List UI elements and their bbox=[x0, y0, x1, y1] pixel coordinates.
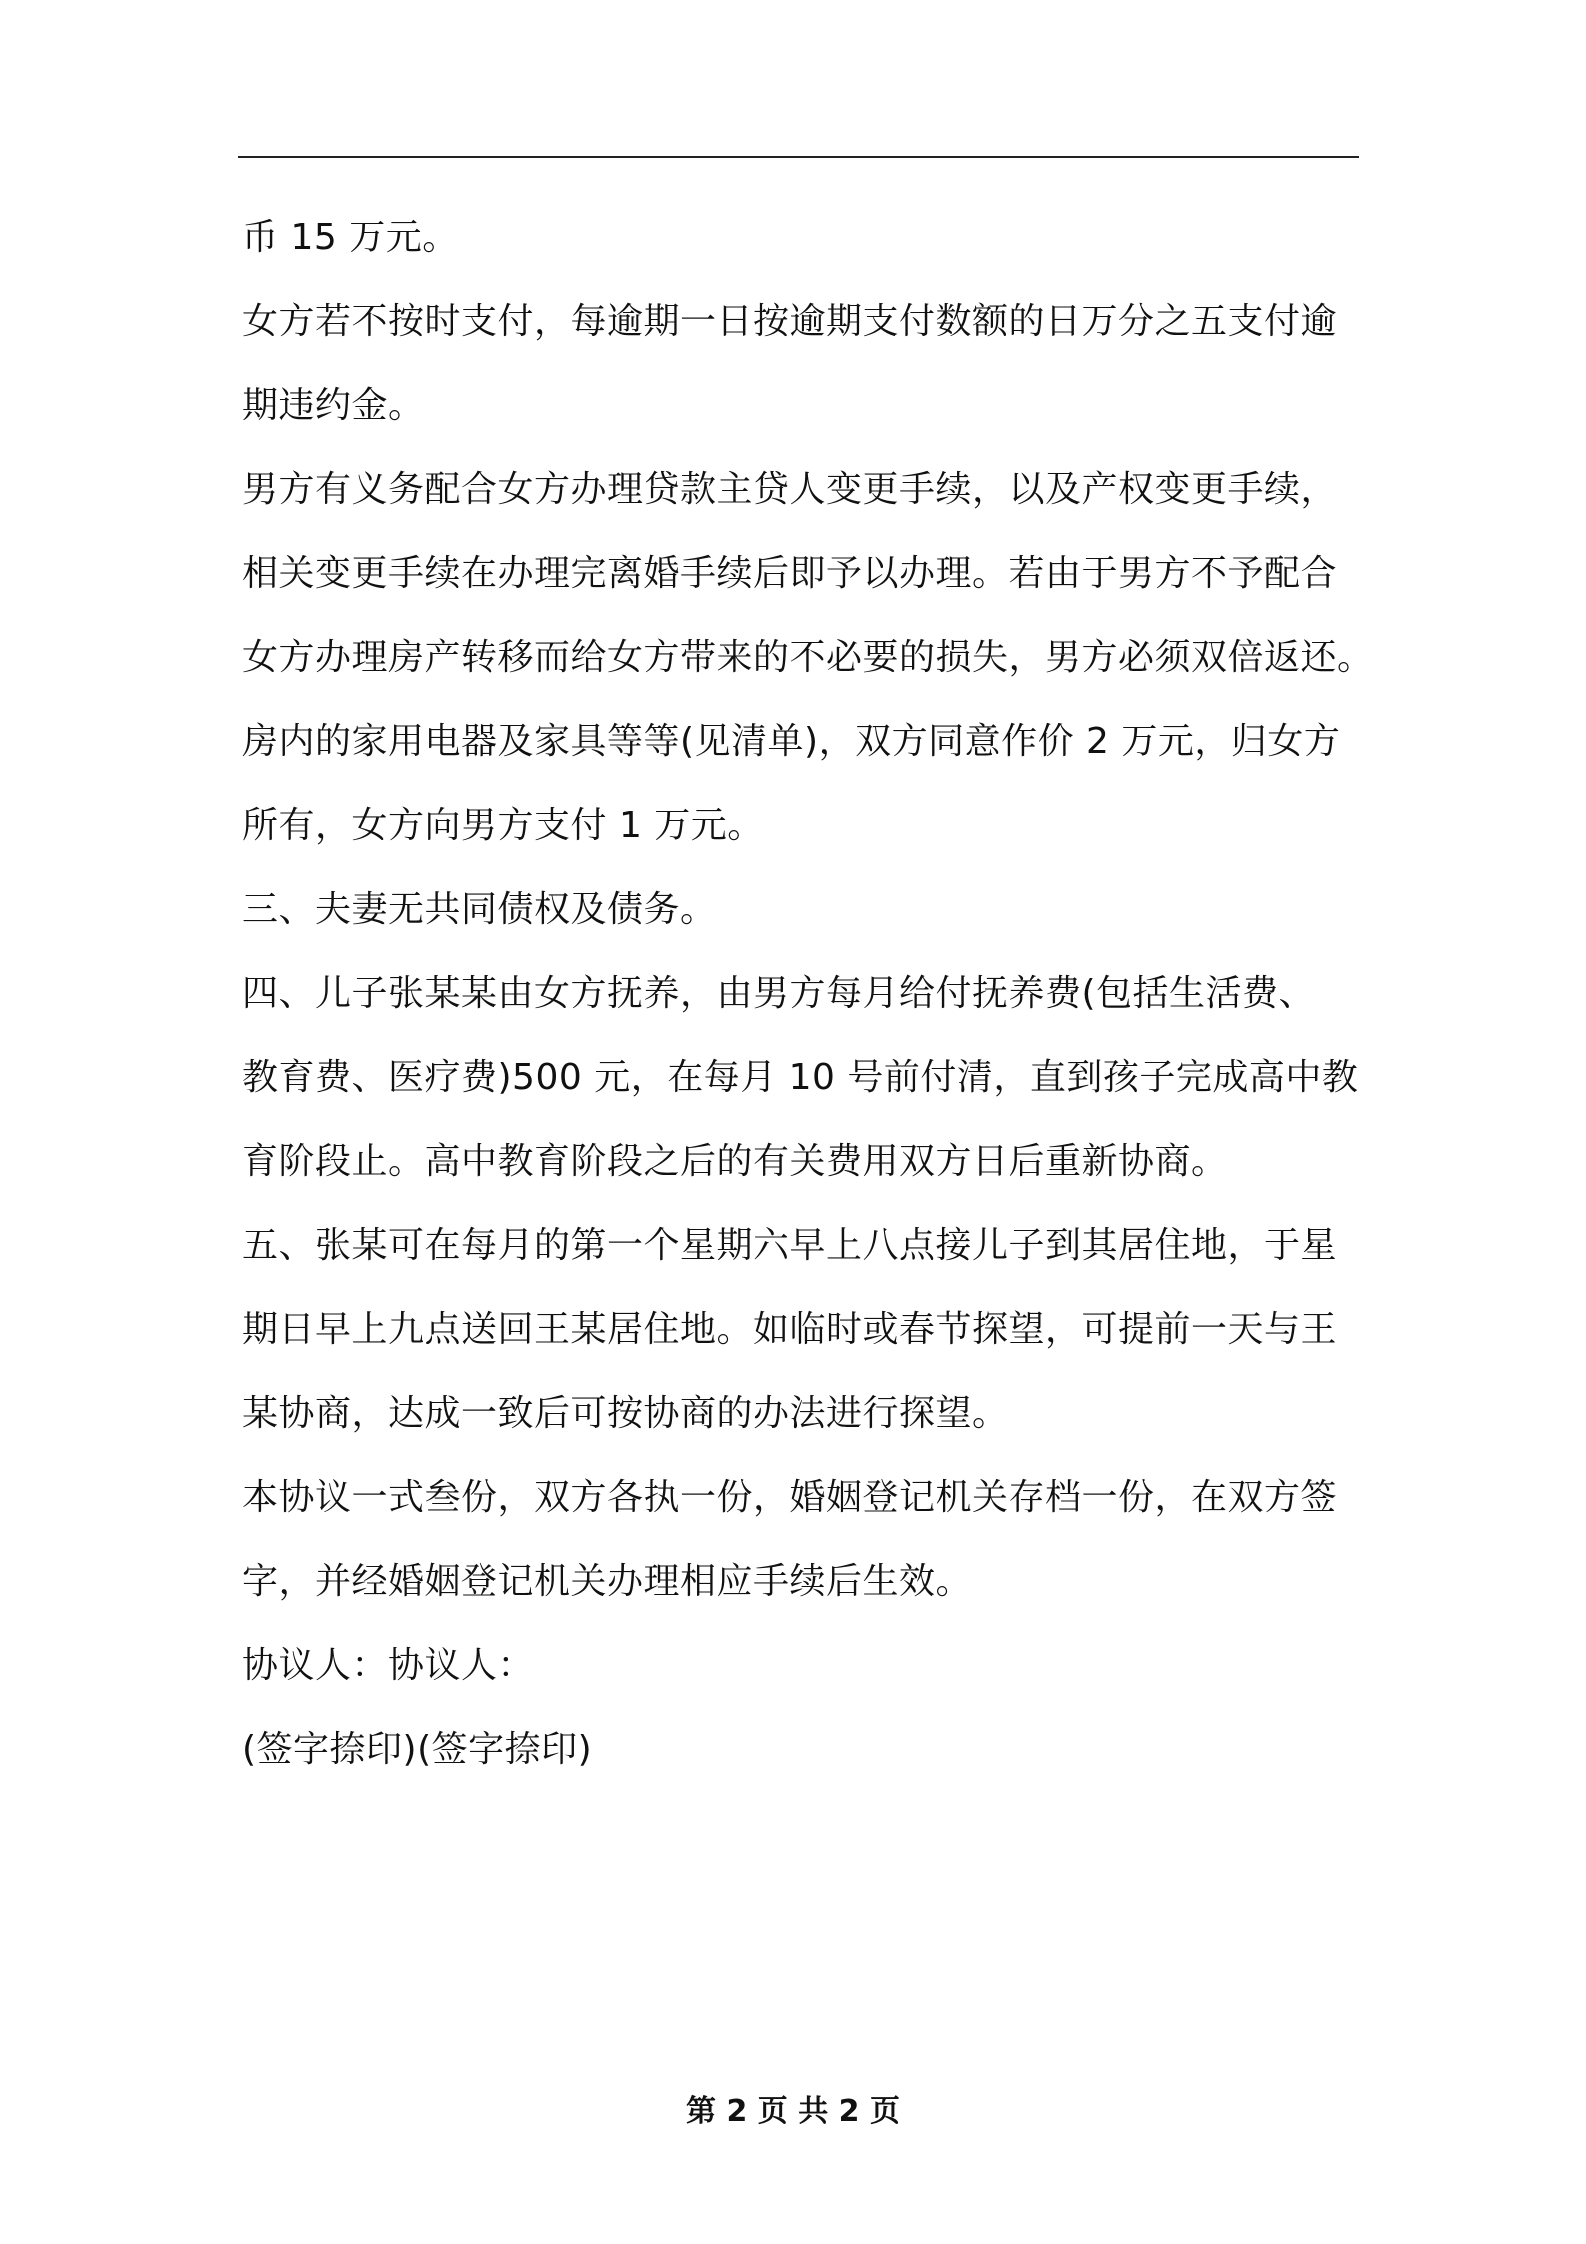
text-line: 币 15 万元。 bbox=[242, 217, 459, 258]
text-line: 本协议一式叁份，双方各执一份，婚姻登记机关存档一份，在双方签 bbox=[242, 1477, 1338, 1518]
document-body bbox=[242, 196, 1374, 1792]
text-line: 期违约金。 bbox=[242, 385, 425, 426]
text-line: 五、张某可在每月的第一个星期六早上八点接儿子到其居住地，于星 bbox=[242, 1225, 1338, 1266]
text-line: 房内的家用电器及家具等等(见清单)，双方同意作价 2 万元，归女方 bbox=[242, 721, 1341, 762]
text-line: 教育费、医疗费)500 元，在每月 10 号前付清，直到孩子完成高中教 bbox=[242, 1057, 1359, 1098]
text-line: 女方办理房产转移而给女方带来的不必要的损失，男方必须双倍返还。 bbox=[242, 637, 1374, 678]
text-line: 育阶段止。高中教育阶段之后的有关费用双方日后重新协商。 bbox=[242, 1141, 1228, 1182]
text-line: 女方若不按时支付，每逾期一日按逾期支付数额的日万分之五支付逾 bbox=[242, 301, 1338, 342]
header-rule bbox=[238, 156, 1359, 158]
text-line: 期日早上九点送回王某居住地。如临时或春节探望，可提前一天与王 bbox=[242, 1309, 1338, 1350]
text-line: 相关变更手续在办理完离婚手续后即予以办理。若由于男方不予配合 bbox=[242, 553, 1338, 594]
page-number-footer: 第 2 页 共 2 页 bbox=[686, 2094, 900, 2129]
text-line: 男方有义务配合女方办理贷款主贷人变更手续，以及产权变更手续， bbox=[242, 469, 1338, 510]
text-line: (签字捺印)(签字捺印) bbox=[242, 1729, 593, 1770]
text-line: 协议人：协议人： bbox=[242, 1645, 535, 1686]
text-line: 所有，女方向男方支付 1 万元。 bbox=[242, 805, 764, 846]
text-line: 三、夫妻无共同债权及债务。 bbox=[242, 889, 717, 930]
text-line: 四、儿子张某某由女方抚养，由男方每月给付抚养费(包括生活费、 bbox=[242, 973, 1316, 1014]
text-line: 字，并经婚姻登记机关办理相应手续后生效。 bbox=[242, 1561, 973, 1602]
text-line: 某协商，达成一致后可按协商的办法进行探望。 bbox=[242, 1393, 1009, 1434]
